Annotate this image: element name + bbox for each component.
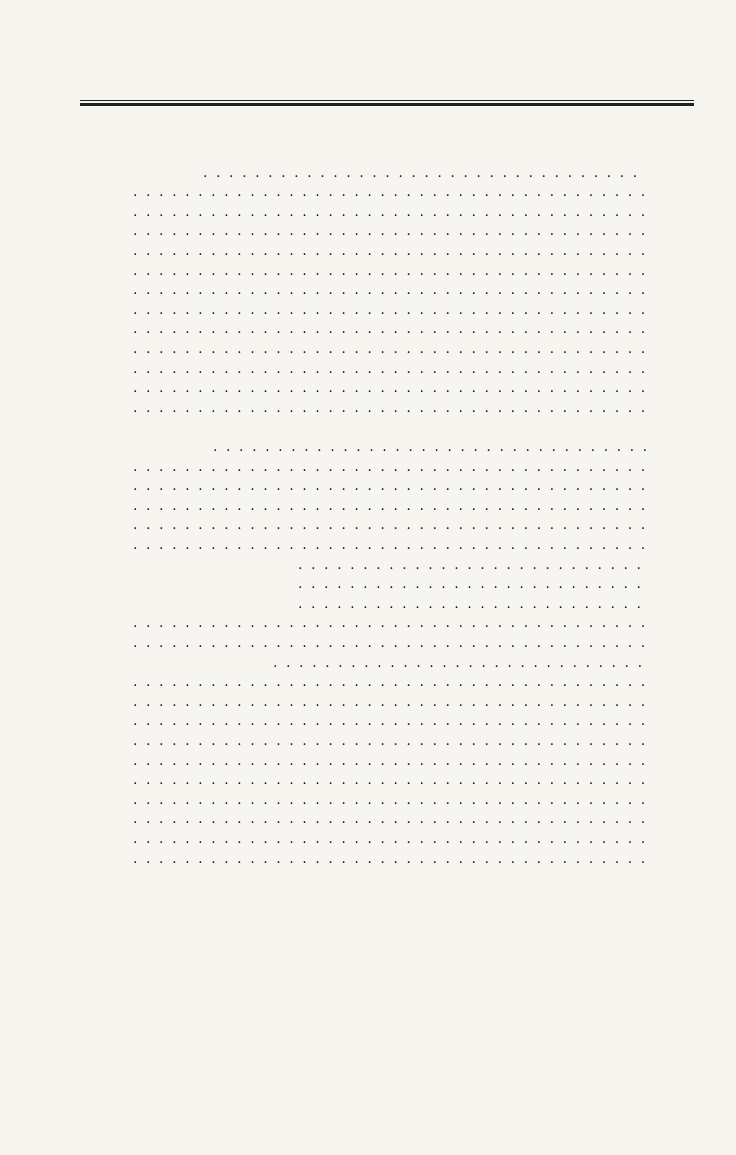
index-entry [60,672,704,692]
index-entry [60,496,704,516]
index-entry [60,633,704,653]
index-entry [60,535,704,555]
index-entry [60,261,704,281]
index-entry [60,809,704,829]
index-entry [60,731,704,751]
index-entry [60,182,704,202]
index-entry [60,202,704,222]
entry-text [190,165,194,181]
entry-text [120,321,124,337]
index-entry [60,476,704,496]
index-entry [60,143,704,163]
index-entry [60,790,704,810]
entry-text [120,851,124,867]
entry-text [120,694,124,710]
entry-text [120,537,124,553]
index-entry [60,692,704,712]
index-entry [60,359,704,379]
index-entry [60,613,704,633]
entry-text [120,478,124,494]
entry-text [120,831,124,847]
header-rule-thin [80,100,694,101]
index-entry [60,829,704,849]
entry-text [120,635,124,651]
index-entry [60,398,704,418]
index-entry [60,555,704,575]
index-entry [60,594,704,614]
index-entry [60,751,704,771]
index-entry [60,163,704,183]
entry-text [120,753,124,769]
entry-text [120,263,124,279]
entry-text [120,772,124,788]
entry-text [120,792,124,808]
entry-text [120,282,124,298]
index-entry [60,515,704,535]
entry-text [120,341,124,357]
entry-text [120,223,124,239]
entry-text [120,459,124,475]
entry-text [120,733,124,749]
entry-text [120,517,124,533]
index-entry [60,319,704,339]
entry-text [200,439,204,455]
entry-text [260,655,264,671]
entry-text [285,557,289,573]
entry-text [120,615,124,631]
entry-text [120,400,124,416]
entry-text [120,361,124,377]
entry-text [120,419,124,435]
entry-text [120,302,124,318]
index-entry [60,437,704,457]
index-entry [60,711,704,731]
index-entry [60,280,704,300]
entry-text [285,596,289,612]
index-entry [60,339,704,359]
entry-text [120,811,124,827]
index-entry [60,574,704,594]
entry-text [120,674,124,690]
entry-text [120,498,124,514]
entry-text [120,145,124,161]
index-entry [60,457,704,477]
index-entry [60,770,704,790]
entry-text [120,184,124,200]
entry-text [285,576,289,592]
index-entry [60,378,704,398]
index-entry [60,221,704,241]
entry-text [120,204,124,220]
entry-text [120,243,124,259]
index-entry [60,300,704,320]
entry-text [120,713,124,729]
entry-text [120,380,124,396]
index-entry [60,241,704,261]
header-rule-thick [80,103,694,106]
index-entry [60,849,704,869]
index-entry [60,653,704,673]
index-entry [60,417,704,437]
